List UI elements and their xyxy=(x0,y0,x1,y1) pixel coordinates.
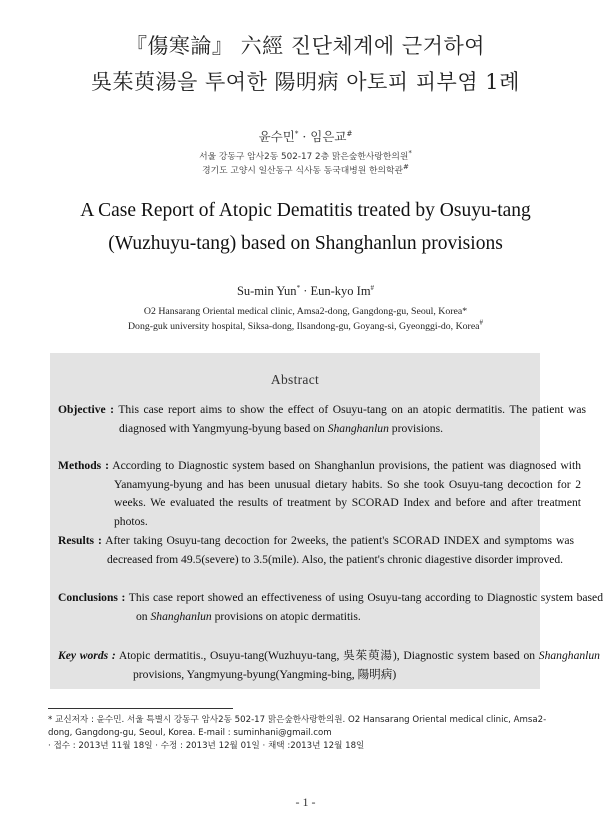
english-title-line-1: A Case Report of Atopic Dematitis treated by Osuyu-tang xyxy=(80,200,531,221)
keywords-italic: Shanghanlun xyxy=(538,649,600,662)
english-affiliation-2 xyxy=(0,318,611,332)
korean-affiliation-1 xyxy=(0,149,611,162)
abstract-objective xyxy=(58,401,586,438)
methods-label: Methods : xyxy=(58,459,109,472)
results-text: After taking Osuyu-tang decoction for 2weeks, the patient's SCORAD INDEX and symptoms was decreased from 49.5(severe) to 3.5(mile). Also, the patient's chronic diagestive disorder improved. xyxy=(101,534,574,566)
abstract-keywords xyxy=(58,646,600,684)
korean-affiliation-2-text: 경기도 고양시 일산동구 식사동 동국대병원 한의학관 xyxy=(202,166,404,176)
english-affiliation-2-mark: # xyxy=(479,318,484,327)
english-affiliation-1: O2 Hansarang Oriental medical clinic, Amsa2-dong, Gangdong-gu, Seoul, Korea* xyxy=(143,306,468,317)
english-author-1: Su-min Yun xyxy=(236,284,297,298)
conclusions-label: Conclusions : xyxy=(58,591,126,604)
english-author-separator: · xyxy=(300,284,311,298)
korean-author-separator: · xyxy=(298,129,311,144)
conclusions-text-a: This case report showed an effectiveness of using Osuyu-tang according to Diagnostic system based on xyxy=(125,591,603,623)
abstract-methods xyxy=(58,457,581,531)
results-label: Results : xyxy=(58,534,102,547)
english-author-2: Eun-kyo Im xyxy=(310,284,371,298)
objective-italic: Shanghanlun xyxy=(327,421,389,435)
korean-title-line-2: 吳茱萸湯을 투여한 陽明病 아토피 피부염 1례 xyxy=(91,70,520,94)
keywords-text-a: Atopic dermatitis., Osuyu-tang(Wuzhuyu-tang, 吳茱萸湯), Diagnostic system based on xyxy=(115,649,539,662)
english-authors xyxy=(0,284,611,299)
objective-text-a: This case report aims to show the effect of Osuyu-tang on an atopic dermatitis. The patient was diagnosed with Yangmyung-byung based on xyxy=(114,403,586,435)
conclusions-text-b: provisions on atopic dermatitis. xyxy=(211,609,361,623)
korean-affiliation-2-mark: # xyxy=(403,163,409,172)
abstract-conclusions xyxy=(58,589,603,626)
korean-author-2: 임은교 xyxy=(310,129,347,144)
methods-text: According to Diagnostic system based on Shanghanlun provisions, the patient was diagnosed with Yanamyung-byung and has been unusual dietary habits. So she took Osuyu-tang decoction for 2 weeks. We evaluated the results of treatment by SCORAD Index and before and after treatment photos. xyxy=(108,459,581,528)
english-author-1-mark: * xyxy=(296,283,301,292)
objective-text-b: provisions. xyxy=(388,421,443,435)
english-author-2-mark: # xyxy=(370,283,375,292)
english-affiliation-2-text: Dong-guk university hospital, Siksa-dong, Ilsandong-gu, Goyang-si, Gyeonggi-do, Korea xyxy=(127,321,480,332)
footnote-rule xyxy=(48,708,233,709)
korean-author-2-mark: # xyxy=(346,129,353,138)
footnote-dates: · 접수 : 2013년 11월 18일 · 수정 : 2013년 12월 01일 · 채택 :2013년 12월 18일 xyxy=(48,741,365,751)
conclusions-italic: Shanghanlun xyxy=(150,609,212,623)
korean-affiliation-1-text: 서울 강동구 암사2동 502-17 2층 맑은숲한사랑한의원 xyxy=(199,152,409,162)
page-number: - 1 - xyxy=(295,795,316,809)
abstract-results xyxy=(58,532,574,569)
korean-affiliation-2 xyxy=(0,163,611,176)
korean-title-line-1: 『傷寒論』 六經 진단체계에 근거하여 xyxy=(125,34,486,58)
korean-author-1: 윤수민 xyxy=(258,129,295,144)
korean-affiliation-1-mark: * xyxy=(408,149,412,158)
keywords-text-b: provisions, Yangmyung-byung(Yangming-bing, 陽明病) xyxy=(133,668,397,681)
objective-label: Objective : xyxy=(58,403,115,416)
footnote-correspondence: * 교신저자 : 윤수민. 서울 특별시 강동구 암사2동 502-17 맑은숲한사랑한의원. O2 Hansarang Oriental medical clinic, Amsa2-dong, Gangdong-gu, Seoul, Korea. E-mail : suminhani@gmail.com xyxy=(48,715,547,738)
korean-author-1-mark: * xyxy=(294,129,299,138)
english-title-line-2: (Wuzhuyu-tang) based on Shanghanlun provisions xyxy=(108,233,503,254)
korean-authors xyxy=(0,127,611,145)
keywords-label: Key words : xyxy=(58,649,116,662)
abstract-heading: Abstract xyxy=(270,372,320,387)
